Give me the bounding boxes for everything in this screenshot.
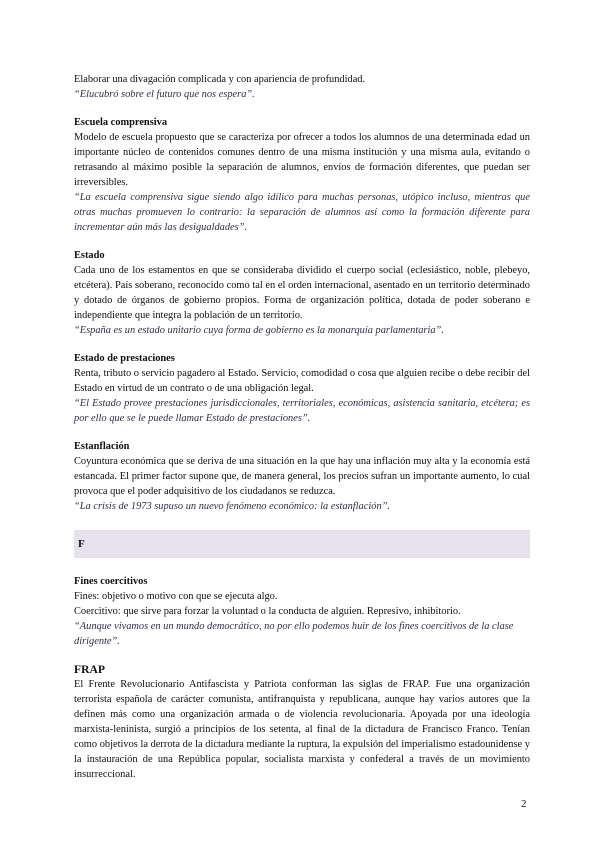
section-letter-header	[74, 530, 530, 558]
example-fines: “Aunque vivamos en un mundo democrático, no por ello podemos huir de los fines coercitivos de la clase dirigente”.	[74, 621, 514, 647]
document-body	[74, 72, 530, 782]
example-escuela: “La escuela comprensiva sigue siendo algo idílico para muchas personas, utópico incluso, mientras que otras muchas promueven lo contrario: la separación de alumnos así como la formación diferente para incrementar aún más las desigualdades”.	[74, 192, 530, 233]
term-heading-estado: Estado	[74, 250, 105, 261]
definition-fines-line2: Coercitivo: que sirve para forzar la voluntad o la conducta de alguien. Represivo, inhibitorio.	[74, 606, 461, 617]
term-heading-prestaciones: Estado de prestaciones	[74, 353, 175, 364]
term-heading-frap: FRAP	[74, 663, 105, 676]
term-heading-fines: Fines coercitivos	[74, 576, 148, 587]
term-heading-escuela: Escuela comprensiva	[74, 117, 168, 128]
page-number: 2	[521, 798, 527, 810]
definition-escuela: Modelo de escuela propuesto que se caracteriza por ofrecer a todos los alumnos de una determinada edad un importante núcleo de contenidos comunes dentro de una misma institución y una misma aula, evitando o retrasando al máximo posible la separación de alumnos, envíos de formación diferentes, que puedan ser irreversibles.	[74, 132, 530, 188]
section-letter: F	[78, 538, 85, 550]
definition-frap: El Frente Revolucionario Antifascista y Patriota conforman las siglas de FRAP. Fue una organización terrorista española de carácter comunista, antifranquista y republicana, aunque hay varios autores que la definen más como una organización armada o de violencia revolucionaria. Apoyada por una ideología marxista-leninista, surgió a principios de los setenta, al final de la dictadura de Francisco Franco. Tenían como objetivos la derrota de la dictadura mediante la ruptura, la expulsión del imperialismo estadounidense y la instauración de una República popular, socialista marxista y confederal a través de un movimiento insurreccional.	[74, 679, 530, 780]
example-estado: “España es un estado unitario cuya forma de gobierno es la monarquía parlamentaria”.	[74, 325, 444, 336]
definition-estado: Cada uno de los estamentos en que se consideraba dividido el cuerpo social (eclesiástico, noble, plebeyo, etcétera). País soberano, reconocido como tal en el orden internacional, asentado en un territorio determinado y dotado de órganos de gobierno propios. Forma de organización política, dotada de poder soberano e independiente que integra la población de un territorio.	[74, 265, 530, 321]
example-prestaciones: “El Estado provee prestaciones jurisdiccionales, territoriales, económicas, asistencia sanitaria, etcétera; es por ello que se le puede llamar Estado de prestaciones”.	[74, 398, 530, 424]
intro-example: “Elucubró sobre el futuro que nos espera”.	[74, 89, 255, 100]
definition-estanflacion: Coyuntura económica que se deriva de una situación en la que hay una inflación muy alta y la economía está estancada. El primer factor supone que, de manera general, los precios sufran un importante aumento, lo cual provoca que el poder adquisitivo de los ciudadanos se reduzca.	[74, 456, 530, 497]
intro-definition: Elaborar una divagación complicada y con apariencia de profundidad.	[74, 74, 366, 85]
definition-prestaciones: Renta, tributo o servicio pagadero al Estado. Servicio, comodidad o cosa que alguien recibe o debe recibir del Estado en virtud de un contrato o de una obligación legal.	[74, 368, 530, 394]
definition-fines-line1: Fines: objetivo o motivo con que se ejecuta algo.	[74, 591, 278, 602]
term-heading-estanflacion: Estanflación	[74, 441, 130, 452]
example-estanflacion: “La crisis de 1973 supuso un nuevo fenómeno económico: la estanflación”.	[74, 501, 391, 512]
